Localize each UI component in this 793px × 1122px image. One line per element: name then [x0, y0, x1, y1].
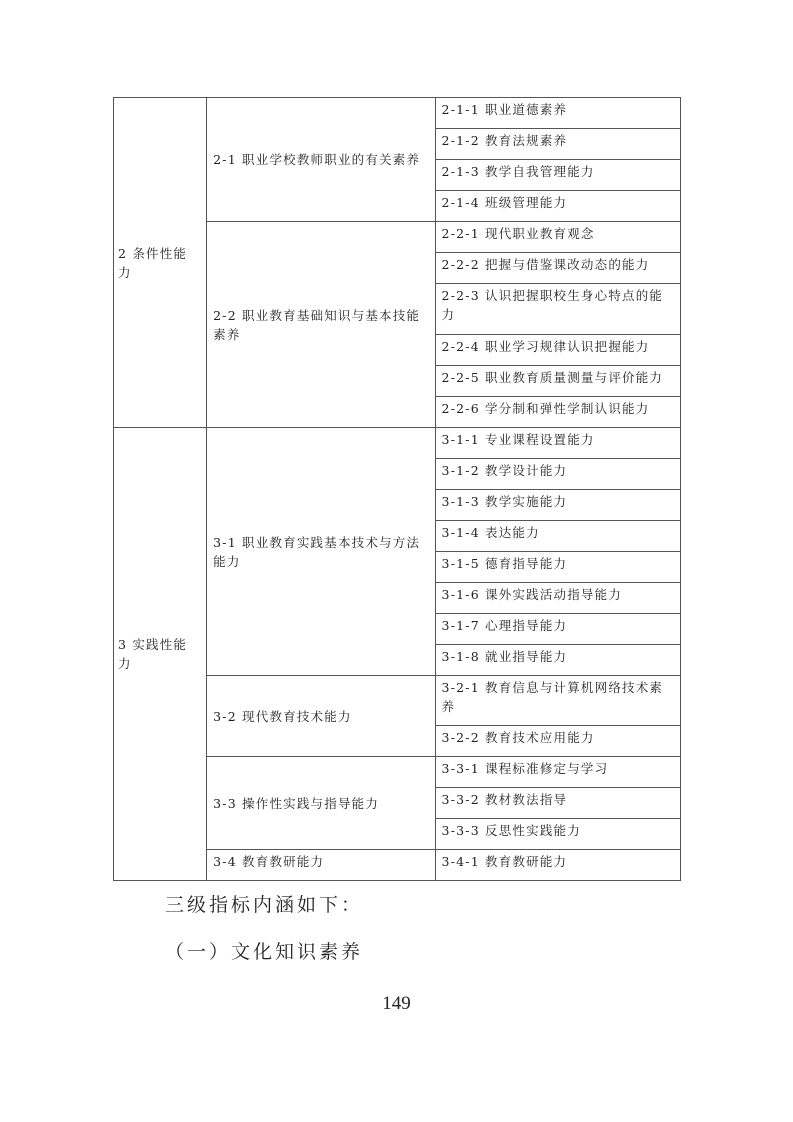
level3-cell: 2-1-1 职业道德素养 — [435, 98, 680, 129]
level3-cell: 2-1-2 教育法规素养 — [435, 129, 680, 160]
level3-cell: 2-2-5 职业教育质量测量与评价能力 — [435, 366, 680, 397]
level3-cell: 3-1-6 课外实践活动指导能力 — [435, 583, 680, 614]
level2-cell: 3-3 操作性实践与指导能力 — [207, 757, 435, 850]
level3-cell: 3-1-8 就业指导能力 — [435, 645, 680, 676]
level3-cell: 3-3-2 教材教法指导 — [435, 788, 680, 819]
intro-paragraph: 三级指标内涵如下： — [165, 894, 364, 916]
level3-cell: 3-2-1 教育信息与计算机网络技术素养 — [435, 676, 680, 726]
level3-cell: 3-2-2 教育技术应用能力 — [435, 726, 680, 757]
level2-cell: 3-4 教育教研能力 — [207, 850, 435, 881]
level3-cell: 2-2-4 职业学习规律认识把握能力 — [435, 335, 680, 366]
level3-cell: 3-1-5 德育指导能力 — [435, 552, 680, 583]
section-heading: （一）文化知识素养 — [165, 941, 364, 963]
level3-cell: 3-1-2 教学设计能力 — [435, 459, 680, 490]
level2-cell: 3-2 现代教育技术能力 — [207, 676, 435, 757]
level3-cell: 2-2-1 现代职业教育观念 — [435, 222, 680, 253]
level3-cell: 3-4-1 教育教研能力 — [435, 850, 680, 881]
level2-cell: 2-1 职业学校教师职业的有关素养 — [207, 98, 435, 222]
level1-cell: 3 实践性能力 — [114, 428, 207, 881]
level3-cell: 3-1-1 专业课程设置能力 — [435, 428, 680, 459]
level3-cell: 3-3-1 课程标准修定与学习 — [435, 757, 680, 788]
level3-cell: 2-1-3 教学自我管理能力 — [435, 160, 680, 191]
page-number: 149 — [382, 993, 411, 1014]
level3-cell: 3-1-3 教学实施能力 — [435, 490, 680, 521]
level3-cell: 3-1-4 表达能力 — [435, 521, 680, 552]
level3-cell: 3-1-7 心理指导能力 — [435, 614, 680, 645]
level3-cell: 2-2-2 把握与借鉴课改动态的能力 — [435, 253, 680, 284]
level2-cell: 3-1 职业教育实践基本技术与方法能力 — [207, 428, 435, 676]
level2-cell: 2-2 职业教育基础知识与基本技能素养 — [207, 222, 435, 428]
level3-cell: 3-3-3 反思性实践能力 — [435, 819, 680, 850]
level3-cell: 2-2-3 认识把握职校生身心特点的能力 — [435, 284, 680, 335]
level1-cell: 2 条件性能力 — [114, 98, 207, 428]
level3-cell: 2-1-4 班级管理能力 — [435, 191, 680, 222]
level3-cell: 2-2-6 学分制和弹性学制认识能力 — [435, 397, 680, 428]
indicator-table — [113, 97, 681, 881]
